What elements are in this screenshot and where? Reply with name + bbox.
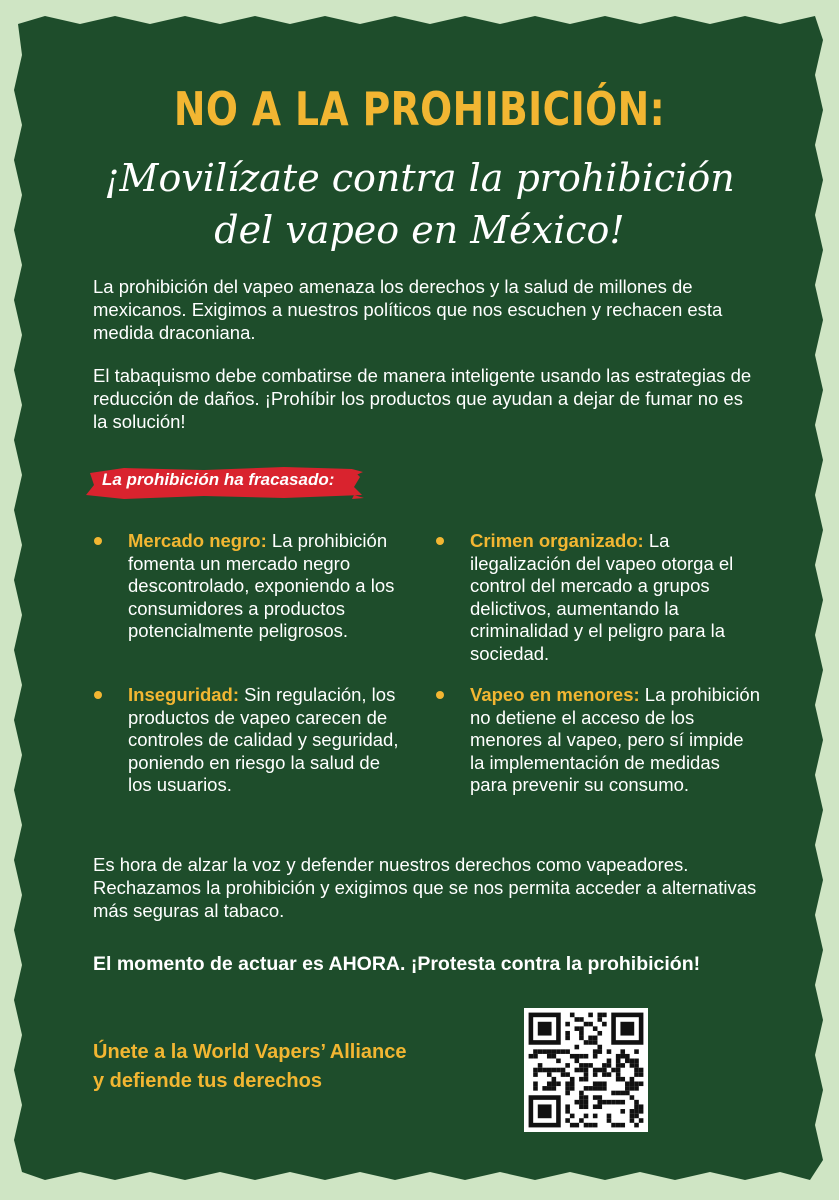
closing-paragraph: Es hora de alzar la voz y defender nuestros derechos como vapeadores. Rechazamos la prohibición y exigimos que se nos permita acceder a alternativas más seguras al tabaco. bbox=[93, 854, 757, 921]
qr-code-icon[interactable] bbox=[524, 1008, 648, 1132]
point-text: La ilegalización del vapeo otorga el control del mercado a grupos delictivos, aumentando la criminalidad y el peligro para la sociedad. bbox=[470, 530, 734, 664]
point-inseguridad bbox=[128, 684, 408, 797]
bullet-icon bbox=[94, 691, 102, 699]
bullet-icon bbox=[94, 537, 102, 545]
join-line-2: y defiende tus derechos bbox=[93, 1070, 322, 1092]
join-alliance-text bbox=[93, 1038, 473, 1096]
bullet-icon bbox=[436, 691, 444, 699]
point-mercado-negro bbox=[128, 530, 408, 643]
page-title: NO A LA PROHIBICIÓN: bbox=[173, 82, 666, 136]
call-to-action: El momento de actuar es AHORA. ¡Protesta contra la prohibición! bbox=[93, 953, 701, 975]
intro-paragraph-1: La prohibición del vapeo amenaza los derechos y la salud de millones de mexicanos. Exigimos a nuestros políticos que nos escuchen y rechacen esta medida draconiana. bbox=[93, 276, 723, 343]
point-text: La prohibición fomenta un mercado negro descontrolado, exponiendo a los consumidores a productos potencialmente peligrosos. bbox=[128, 530, 395, 641]
failure-banner-label: La prohibición ha fracasado: bbox=[102, 470, 335, 489]
point-text: La prohibición no detiene el acceso de los menores al vapeo, pero sí impide la implementación de medidas para prevenir su consumo. bbox=[470, 684, 760, 795]
bullet-icon bbox=[436, 537, 444, 545]
qr-code-graphic bbox=[524, 1008, 648, 1132]
point-crimen-organizado bbox=[470, 530, 760, 665]
point-term: Vapeo en menores: bbox=[470, 684, 640, 705]
point-text: Sin regulación, los productos de vapeo carecen de controles de calidad y seguridad, poniendo en riesgo la salud de los usuarios. bbox=[128, 684, 399, 795]
join-line-1: Únete a la World Vapers’ Alliance bbox=[93, 1041, 407, 1063]
intro-paragraph-2: El tabaquismo debe combatirse de manera inteligente usando las estrategias de reducción de daños. ¡Prohíbir los productos que ayudan a dejar de fumar no es la solución! bbox=[93, 365, 752, 432]
point-term: Inseguridad: bbox=[128, 684, 240, 705]
subtitle-line-2: del vapeo en México! bbox=[214, 208, 625, 252]
point-term: Crimen organizado: bbox=[470, 530, 644, 551]
subtitle-line-1: ¡Movilízate contra la prohibición bbox=[104, 156, 735, 200]
point-term: Mercado negro: bbox=[128, 530, 267, 551]
point-vapeo-en-menores bbox=[470, 684, 760, 797]
